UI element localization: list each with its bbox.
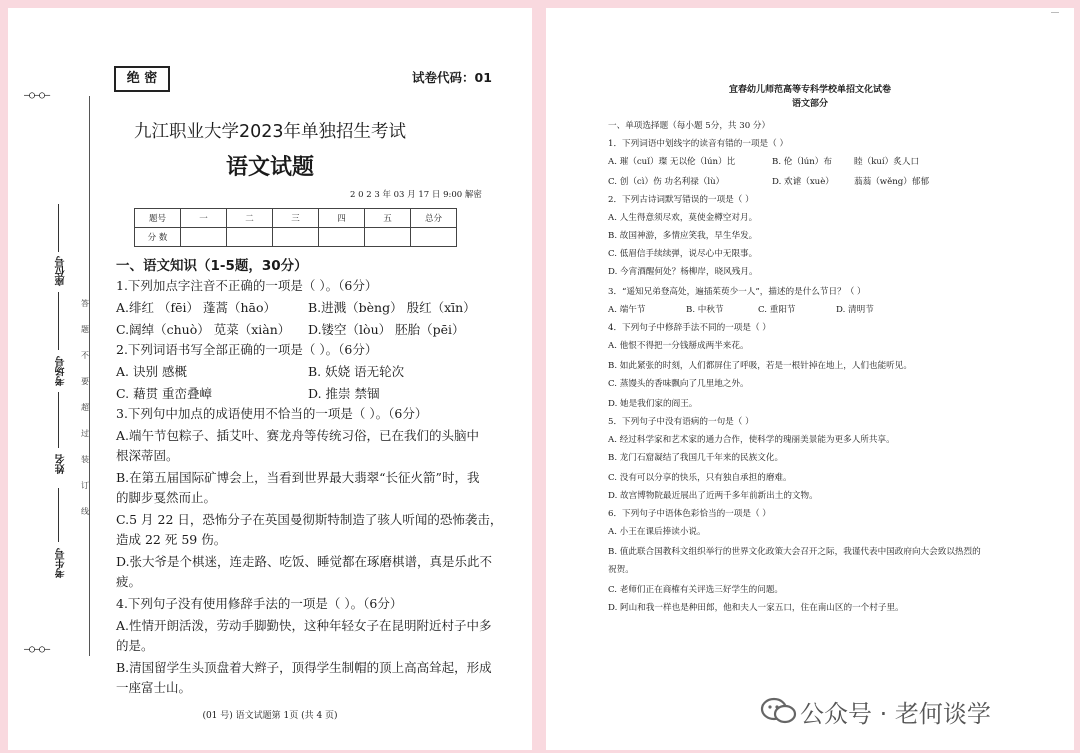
margin-blank-room <box>58 292 59 350</box>
question-option: A.绯红 （fēi） 蓬蒿（hāo） <box>116 300 276 315</box>
margin-note: 答 <box>81 299 89 308</box>
question-stem: 4．下列句子中修辞手法不同的一项是（ ） <box>608 323 771 333</box>
question-stem: 2．下列古诗词默写错误的一项是（ ） <box>608 195 754 205</box>
question-option-cont: 睦（kuí）炙人口 <box>854 157 920 167</box>
score-cell: 总分 <box>411 209 457 228</box>
question-option-cont: 造成 22 死 59 伤。 <box>116 532 227 547</box>
wechat-official-account-icon <box>760 696 798 726</box>
score-cell: 五 <box>365 209 411 228</box>
section-heading: 一、语文知识（1-5题，30分） <box>116 258 308 274</box>
exam-page-right <box>546 8 1074 750</box>
margin-blank-candidate <box>58 488 59 542</box>
margin-note: 超 <box>81 403 89 412</box>
question-stem: 2.下列词语书写全部正确的一项是（ ）。（6分） <box>116 342 378 357</box>
score-cell: 四 <box>319 209 365 228</box>
margin-note: 要 <box>81 377 89 386</box>
question-option-cont: 蓊蓊（wěng）郁郁 <box>854 177 930 187</box>
question-option: B. 龙门石窟凝结了我国几千年来的民族文化。 <box>608 453 784 463</box>
question-option: B.清国留学生头顶盘着大辫子，顶得学生制帽的顶上高高耸起，形成 <box>116 660 492 675</box>
margin-label-room: 考场号 <box>56 356 67 386</box>
score-cell <box>181 228 227 247</box>
question-option: A. 端午节 <box>608 305 646 315</box>
exam-time: 2 0 2 3 年 03 月 17 日 9:00 解密 <box>350 190 482 200</box>
margin-note: 过 <box>81 429 89 438</box>
margin-note: 线 <box>81 507 89 516</box>
score-cell: 题号 <box>135 209 181 228</box>
score-table-header-row <box>135 209 457 228</box>
score-table <box>134 208 457 247</box>
margin-blank-seat <box>58 204 59 252</box>
score-cell <box>365 228 411 247</box>
question-option: D.张大爷是个棋迷，连走路、吃饭、睡觉都在琢磨棋谱，真是乐此不 <box>116 554 493 569</box>
question-option: A.性情开朗活泼，劳动手脚勤快，这种年轻女子在昆明附近村子中多 <box>116 618 492 633</box>
question-option: A.端午节包粽子、插艾叶、赛龙舟等传统习俗，已在我们的头脑中 <box>116 428 480 443</box>
question-option: A. 璀（cuǐ）璨 无以伦（lún）比 <box>608 157 736 167</box>
question-option: D. 她是我们家的阎王。 <box>608 399 698 409</box>
score-cell <box>411 228 457 247</box>
question-stem: 5．下列句子中没有语病的一句是（ ） <box>608 417 754 427</box>
paper-code: 试卷代码：01 <box>412 70 492 85</box>
question-option: B. 如此紧张的时刻，人们都屏住了呼吸，若是一根针掉在地上，人们也能听见。 <box>608 361 912 371</box>
question-option: A. 小王在课后捧读小说。 <box>608 527 706 537</box>
exam-page-left <box>8 8 532 750</box>
question-option-cont: 一座富士山。 <box>116 680 192 695</box>
subject-title: 语文部分 <box>791 99 828 109</box>
margin-note: 订 <box>81 481 89 490</box>
question-option: B. 中秋节 <box>686 305 724 315</box>
watermark-text: 公众号 · 老何谈学 <box>800 700 991 728</box>
score-cell: 三 <box>273 209 319 228</box>
score-cell <box>273 228 319 247</box>
margin-blank-name <box>58 392 59 448</box>
question-option: C.阔绰（chuò） 苋菜（xiàn） <box>116 322 291 337</box>
page-footer: (01 号) 语文试题第 1页 (共 4 页) <box>202 711 338 721</box>
question-option: C.5 月 22 日，恐怖分子在英国曼彻斯特制造了骇人听闻的恐怖袭击， <box>116 512 503 527</box>
question-option-cont: 祝贺。 <box>608 565 634 575</box>
score-table-score-row <box>135 228 457 247</box>
question-option: D. 推崇 禁锢 <box>308 386 380 401</box>
question-option-cont: 的是。 <box>116 638 154 653</box>
question-option: D. 今宵酒醒何处？杨柳岸，晓风残月。 <box>608 267 758 277</box>
score-cell <box>227 228 273 247</box>
question-stem: 1.下列加点字注音不正确的一项是（ ）。（6分） <box>116 278 378 293</box>
question-option: A. 诀别 感概 <box>116 364 187 379</box>
question-option: B. 伦（lún）布 <box>772 157 832 167</box>
question-option: B. 故国神游，多情应笑我，早生华发。 <box>608 231 758 241</box>
question-option: C. 重阳节 <box>758 305 796 315</box>
score-cell: 二 <box>227 209 273 228</box>
question-option-cont: 疲。 <box>116 574 142 589</box>
binding-knot-top: —○—○— <box>24 90 50 101</box>
score-cell <box>319 228 365 247</box>
question-option-cont: 根深蒂固。 <box>116 448 179 463</box>
margin-label-seat: 座位号 <box>56 256 67 286</box>
question-option: D. 清明节 <box>836 305 874 315</box>
scan-mark <box>1051 12 1059 13</box>
question-option: A. 人生得意须尽欢，莫使金樽空对月。 <box>608 213 758 223</box>
question-option: C. 蒸馒头的香味飘向了几里地之外。 <box>608 379 749 389</box>
question-option: D. 欢谑（xuè） <box>772 177 834 187</box>
question-stem: 1．下列词语中划线字的读音有错的一项是（ ） <box>608 139 789 149</box>
question-option: D. 故宫博物院最近展出了近两千多年前新出土的文物。 <box>608 491 818 501</box>
margin-note: 题 <box>81 325 89 334</box>
question-option: B.在第五届国际矿博会上，当看到世界最大翡翠“长征火箭”时，我 <box>116 470 480 485</box>
confidential-stamp: 绝 密 <box>114 66 170 92</box>
margin-note: 不 <box>81 351 89 360</box>
question-option: B. 妖娆 语无轮次 <box>308 364 405 379</box>
question-option: C. 低眉信手续续弹，说尽心中无限事。 <box>608 249 758 259</box>
exam-title: 九江职业大学2023年单独招生考试 <box>133 122 407 142</box>
margin-label-name: 姓名 <box>56 454 67 474</box>
section-heading: 一、单项选择题（每小题 5分，共 30 分） <box>608 121 771 131</box>
question-option: C. 藉贯 重峦叠嶂 <box>116 386 213 401</box>
question-option: D.镂空（lòu） 胚胎（pēi） <box>308 322 465 337</box>
question-stem: 6．下列句子中语体色彩恰当的一项是（ ） <box>608 509 771 519</box>
question-stem: 3．“遥知兄弟登高处，遍插茱萸少一人”，描述的是什么节日？（ ） <box>608 287 866 297</box>
question-option: A. 经过科学家和艺术家的通力合作，使科学的瑰丽美景能为更多人所共享。 <box>608 435 895 445</box>
question-option: C. 没有可以分享的快乐，只有独自承担的磨难。 <box>608 473 792 483</box>
subject-title: 语文试题 <box>225 154 314 180</box>
binding-knot-bottom: —○—○— <box>24 644 50 655</box>
margin-note: 装 <box>81 455 89 464</box>
question-option-cont: 的脚步戛然而止。 <box>116 490 217 505</box>
question-option: D. 阿山和我一样也是种田郎，他和夫人一家五口，住在南山区的一个村子里。 <box>608 603 904 613</box>
question-stem: 3.下列句中加点的成语使用不恰当的一项是（ ）。（6分） <box>116 406 428 421</box>
margin-label-candidate: 考生号 <box>56 548 67 578</box>
score-cell: 分 数 <box>135 228 181 247</box>
exam-title: 宜春幼儿师范高等专科学校单招文化试卷 <box>728 85 891 95</box>
question-option: B. 值此联合国教科文组织举行的世界文化政策大会召开之际，我谨代表中国政府向大会致以热烈的 <box>608 547 981 557</box>
question-option: C. 老师们正在商榷有关评选三好学生的问题。 <box>608 585 784 595</box>
question-option: B.进溅（bèng） 殷红（xīn） <box>308 300 476 315</box>
question-option: A. 他恨不得把一分钱掰成两半来花。 <box>608 341 749 351</box>
question-option: C. 创（cì）伤 功名利禄（lù） <box>608 177 725 187</box>
score-cell: 一 <box>181 209 227 228</box>
question-stem: 4.下列句子没有使用修辞手法的一项是（ ）。（6分） <box>116 596 403 611</box>
